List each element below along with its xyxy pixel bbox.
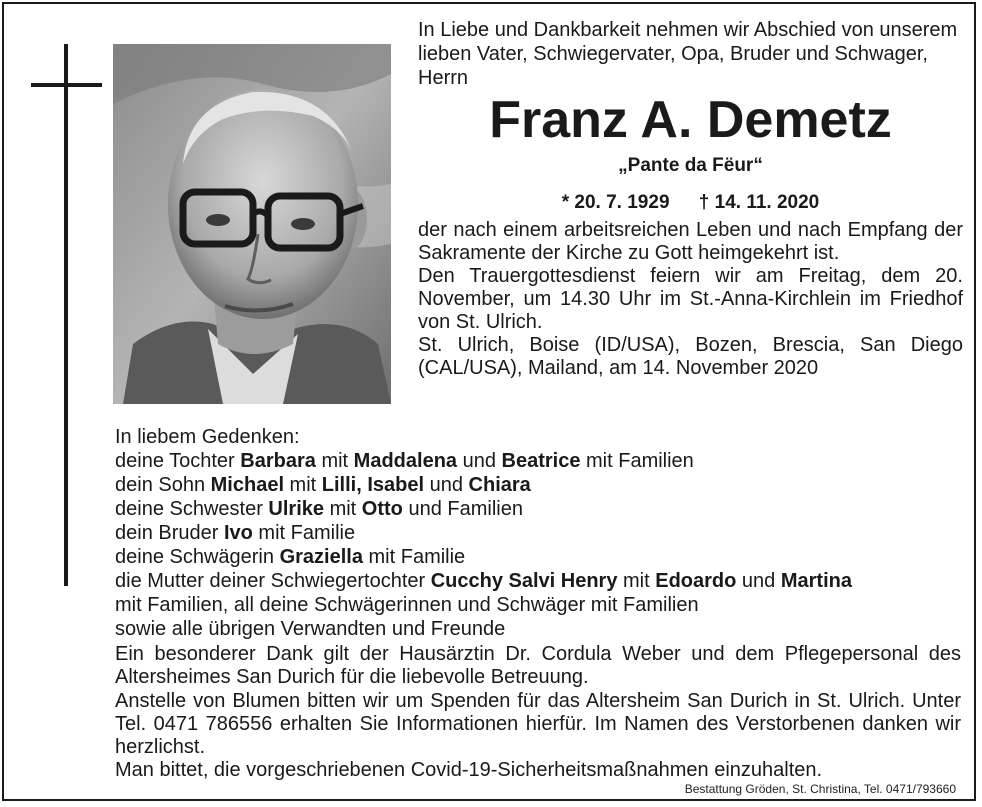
mourner-line: deine Schwester Ulrike mit Otto und Familien [115, 498, 523, 520]
body-paragraph-2: Den Trauergottesdienst feiern wir am Freitag, dem 20. November, um 14.30 Uhr im St.-Anna-Kirchlein im Friedhof von St. Ulrich. [418, 265, 963, 333]
mourner-line: dein Sohn Michael mit Lilli, Isabel und Chiara [115, 474, 531, 496]
cross-icon [64, 44, 68, 586]
thanks-section [115, 643, 961, 783]
mourner-line: sowie alle übrigen Verwandten und Freunde [115, 618, 506, 640]
mourners-heading: In liebem Gedenken: [115, 426, 300, 448]
cross-icon-bar [31, 83, 102, 87]
body-paragraph-3: St. Ulrich, Boise (ID/USA), Bozen, Brescia, San Diego (CAL/USA), Mailand, am 14. November 2020 [418, 334, 963, 379]
mourner-line: die Mutter deiner Schwiegertochter Cucchy Salvi Henry mit Edoardo und Martina [115, 570, 852, 592]
birth-date: * 20. 7. 1929 [561, 192, 670, 213]
mourner-line: deine Tochter Barbara mit Maddalena und Beatrice mit Familien [115, 450, 694, 472]
mourner-line: mit Familien, all deine Schwägerinnen und Schwäger mit Familien [115, 594, 699, 616]
mourner-line: dein Bruder Ivo mit Familie [115, 522, 356, 544]
mourner-line: deine Schwägerin Graziella mit Familie [115, 546, 466, 568]
intro-text: In Liebe und Dankbarkeit nehmen wir Abschied von unserem lieben Vater, Schwiegervater, Opa, Bruder und Schwager, Herrn [418, 19, 958, 89]
death-date: † 14. 11. 2020 [698, 192, 820, 213]
obituary-notice [2, 2, 976, 801]
nickname: „Pante da Fëur“ [618, 155, 763, 176]
announcement-body [418, 219, 963, 380]
thanks-paragraph-1: Ein besonderer Dank gilt der Hausärztin Dr. Cordula Weber und dem Pflegepersonal des Altersheimes San Durich für die liebevolle Betreuung. [115, 643, 961, 689]
body-paragraph-1: der nach einem arbeitsreichen Leben und nach Empfang der Sakramente der Kirche zu Gott heimgekehrt ist. [418, 219, 963, 264]
thanks-paragraph-3: Man bittet, die vorgeschriebenen Covid-19-Sicherheitsmaßnahmen einzuhalten. [115, 759, 823, 782]
funeral-home-credit: Bestattung Gröden, St. Christina, Tel. 0471/793660 [684, 782, 956, 796]
mourners-list [115, 425, 965, 641]
thanks-paragraph-2: Anstelle von Blumen bitten wir um Spenden für das Altersheim San Durich in St. Ulrich. Unter Tel. 0471 786556 erhalten Sie Informationen hierfür. Im Namen des Verstorbenen danken wir herzlichst. [115, 689, 961, 759]
portrait-photo [113, 44, 391, 404]
life-dates [418, 191, 963, 215]
deceased-name: Franz A. Demetz [489, 91, 892, 149]
